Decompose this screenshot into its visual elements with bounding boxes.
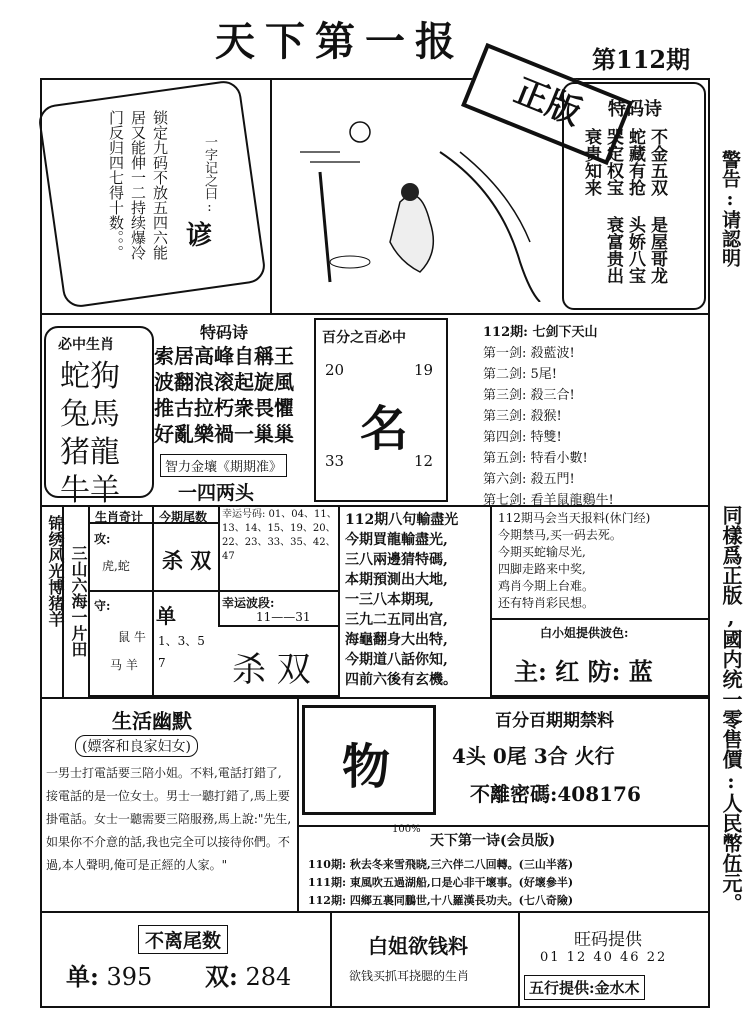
wang-five: 五行提供:金水木 [524, 975, 645, 1000]
kill-double: 杀 双 [162, 548, 212, 573]
legit-side: 同樣爲正版,國内统一零售價:人民幣伍元。 [719, 505, 743, 913]
zodiac-animals: 蛇狗 兔馬 猪龍 牛羊 [60, 359, 120, 508]
hundred-n3: 33 [325, 452, 345, 470]
hundred-n4: 12 [414, 452, 434, 470]
hundred-n2: 19 [414, 361, 434, 379]
banned-title: 百分百期期禁料 [495, 711, 614, 731]
banned-line1: 4头 0尾 3合 火行 [452, 744, 615, 768]
wave-label: 白小姐提供波色: [540, 626, 629, 640]
defend-value: 鼠 牛 [118, 630, 146, 644]
hundred-n1: 20 [325, 361, 345, 379]
strip-v2: 三山六海一片田 [69, 545, 88, 657]
special-poem-top-lines: 不金五双 是屋哥龙 蛇藏有抢 头娇八宝 哭定权宝 衰富贵出 衰贵知来 [581, 128, 667, 284]
poem-first-title: 天下第一诗(会员版) [430, 833, 556, 849]
special-poem-mid-title: 特码诗 [200, 323, 249, 342]
hundred-title: 百分之百必中 [322, 330, 406, 346]
scroll-lines: 锁定九码不放五四六能居又能伸一二持续爆冷门反归四七得十数。。。 [107, 110, 169, 260]
expo-lines: 112期马会当天报料(休门经) 今期禁马,买一码去死。 今期买蛇输尽光, 四脚走路来中奖, 鸡肖今期上台难。 还有特肖彩民想。 [498, 511, 651, 610]
warning-side: 警告:请認明 [719, 150, 741, 267]
lucky-numbers: 幸运号码: 01、04、11、13、14、15、19、20、22、23、33、35、42、47 [222, 509, 337, 562]
tail-double: 双: 284 [205, 962, 292, 991]
hundred-center: 名 [360, 401, 409, 457]
special-poem-mid-lines: 索居高峰自稱王 波翻浪滚起旋風 推古拉朽衆畏懼 好亂樂禍一巢巢 [154, 344, 294, 446]
eight-lines: 112期八句輸盡光 今期買龍輸盡光, 三八兩邊猜特碼, 本期預測出大地, 一三八本期現, 三九二五同出宫, 海龜翻身大出特, 今期道八話你知, 四前六後有玄機。 [345, 512, 459, 688]
riddle-answer: 谚 [186, 221, 213, 251]
special-poem-top-title: 特码诗 [608, 99, 662, 120]
tail-title: 不离尾数 [138, 925, 228, 954]
wang-title: 旺码提供 [574, 930, 642, 950]
humor-title: 生活幽默 [112, 709, 192, 733]
single-numbers: 1、3、5 [158, 634, 205, 648]
wang-nums: 01 12 40 46 22 [540, 950, 668, 965]
authentic-stamp: 正版 [461, 43, 633, 165]
tail-single: 单: 395 [66, 962, 153, 991]
band-value: 11——31 [256, 610, 311, 624]
defend-label: 守: [94, 599, 111, 613]
wave-text: 主: 红 防: 蓝 [514, 657, 653, 686]
attack-value: 虎,蛇 [102, 559, 130, 573]
page-title: 天下第一报 [215, 18, 465, 65]
kill-double-2: 杀 双 [232, 650, 311, 690]
strip-v1: 锦绣风光博猪羊 [46, 515, 65, 627]
single-label: 单 [156, 604, 176, 628]
table-h1: 生肖奇计 [95, 510, 144, 524]
issue-number: 第112期 [592, 45, 691, 74]
riddle-label: 一字记之曰: [202, 135, 217, 215]
defend-value-2: 马 羊 [110, 658, 138, 672]
banned-line2: 不離密碼:408176 [470, 782, 641, 806]
poem-footnote: 智力金壤《期期准》 [160, 454, 287, 477]
poem-first-rows: 110期: 秋去冬来雪飛晓,三六伴二八回轉。(三山半落) 111期: 東風吹五過湖船,口是心非干壞事。(好壞參半) 112期: 四鄉五裏同鵬世,十八羅漢長功夫。(七八奇險) [308, 858, 574, 907]
money-line: 欲钱买抓耳挠腮的生肖 [349, 969, 470, 983]
humor-subtitle: (嫖客和良家妇女) [75, 735, 198, 757]
handwritten-note: 一四两头 [178, 482, 255, 504]
band-label: 幸运波段: [222, 596, 275, 610]
poem-badge: 100% [392, 824, 421, 835]
seven-swords: 112期: 七剑下天山 第一剑: 殺藍波! 第二剑: 5尾! 第三剑: 殺三合! 第三剑: 殺猴! 第四剑: 特雙! 第五剑: 特看小數! 第六剑: 殺五門! 第七剑: 看羊鼠龍鷄牛! [483, 325, 614, 508]
zodiac-label: 必中生肖 [58, 337, 114, 353]
humor-body: 一男士打電話要三陪小姐。不料,電話打錯了,接電話的是一位女士。男士一聽打錯了,馬上要掛電話。女士一聽需要三陪服務,馬上說:"先生,如果你不介意的話,我也完全可以接待你們。不過,本人聲明,俺可是正經的人家。" [46, 766, 292, 872]
money-title: 白姐欲钱料 [368, 934, 468, 958]
attack-label: 攻: [94, 532, 111, 546]
table-h2: 今期尾数 [159, 510, 208, 524]
banned-char: 物 [342, 739, 391, 795]
single-seven: 7 [158, 656, 166, 670]
